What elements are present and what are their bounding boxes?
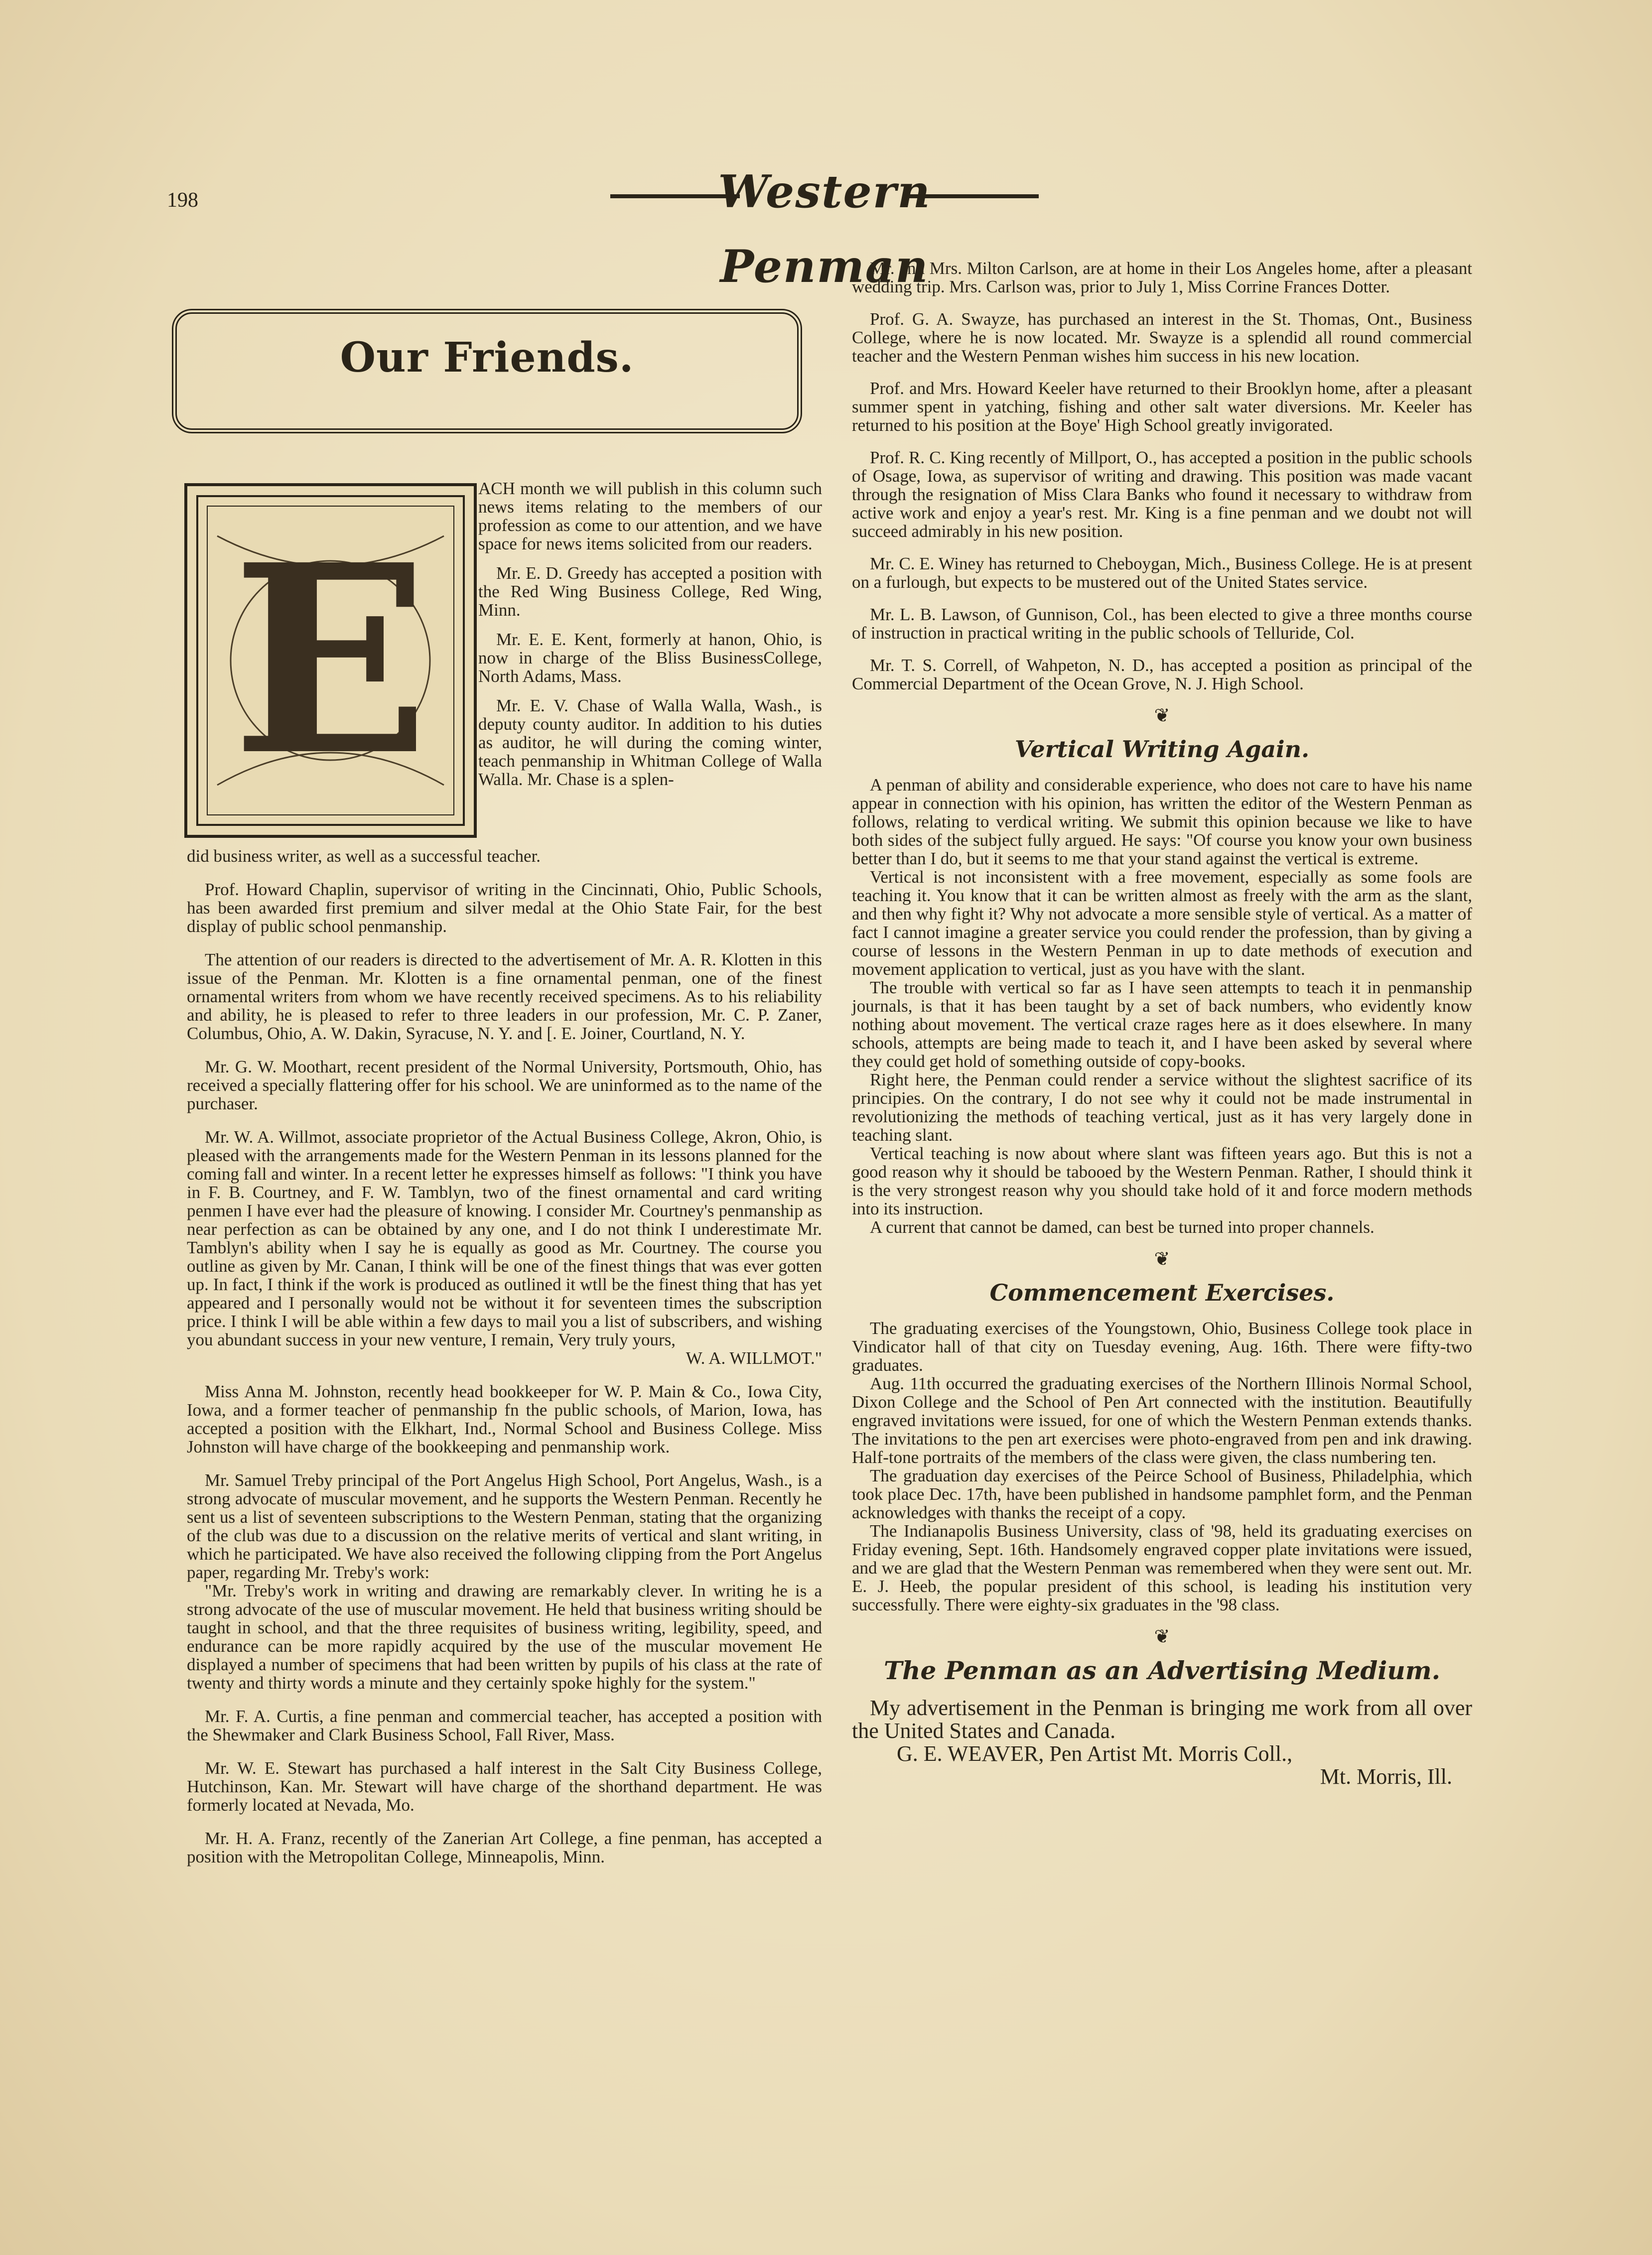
vertical-writing-heading: Vertical Writing Again. xyxy=(1014,736,1310,763)
page-number: 198 xyxy=(167,189,198,212)
letter-signature: W. A. WILLMOT." xyxy=(686,1348,822,1368)
ornamental-dropcap xyxy=(184,483,477,838)
dropcap-letter: E xyxy=(232,508,429,812)
news-item: Miss Anna M. Johnston, recently head bookkeeper for W. P. Main & Co., Iowa City, Iowa, and a former teacher of penmanship fn the public schools, of Marion, Iowa, has accepted a position with the Elkhart, Ind., Normal School and Business College. Miss Johnston will have charge of the bookkeeping and penmanship work. xyxy=(187,1382,822,1457)
article-paragraph: The trouble with vertical so far as I have seen attempts to teach it in penmanship journals, is that it has been taught by a set of back numbers, who evidently know nothing about movement. The vertical craze rages here as it does elsewhere. In many schools, attempts are being made to teach it, and I have been asked by several where they could get hold of something outside of copy-books. xyxy=(852,978,1472,1071)
article-paragraph: Vertical is not inconsistent with a free movement, especially as some fools are teaching it. You know that it can be written almost as freely with the arm as the slant, and then why fight it? Why not advocate a more sensible style of vertical. As a matter of fact I cannot imagine a greater service you could render the profession, than by giving a course of lessons in the Western Penman in up to date methods of execution and movement application to vertical, just as you have with the slant. xyxy=(852,867,1472,979)
news-item-quote: "Mr. Treby's work in writing and drawing are remarkably clever. In writing he is a strong advocate of the use of muscular movement. He held that business writing should be taught in school, and that the three requisites of business writing, legibility, speed, and endurance can be more rapidly acquired by the use of the muscular movement He displayed a number of specimens that had been written by pupils of his class at the rate of twenty and thirty words a minute and they certainly spoke highly for the system." xyxy=(187,1581,822,1693)
news-item: Mr. E. D. Greedy has accepted a position with the Red Wing Business College, Red Wing, Minn. xyxy=(478,563,822,620)
fleuron-icon: ❦ xyxy=(1154,1249,1170,1270)
fleuron-icon: ❦ xyxy=(1154,705,1170,726)
intro-paragraph: ACH month we will publish in this column such news items relating to the members of our profession as come to our attention, and we have space for news items solicited from our readers. xyxy=(478,479,822,553)
our-friends-title: Our Friends. xyxy=(340,334,634,382)
advertising-medium-heading: The Penman as an Advertising Medium. xyxy=(883,1656,1441,1685)
news-item: Mr. W. A. Willmot, associate proprietor of the Actual Business College, Akron, Ohio, is pleased with the arrangements made for the Western Penman in its lessons planned for the coming fall and winter. In a recent letter he expresses himself as follows: "I think you have in F. B. Courtney, and F. W. Tamblyn, two of the finest ornamental and card writing penmen I have ever had the pleasure of knowing. I consider Mr. Courtney's penmanship as near perfection as can be obtained by any one, and I do not think I underestimate Mr. Tamblyn's ability when I say he is equally as good as Mr. Courtney. The course you outline as given by Mr. Canan, I think will be one of the finest things that was ever gotten up. In fact, I think if the work is produced as outlined it wtll be the finest thing that has yet appeared and I personally would not be without it for seventeen times the subscription price. I think I will be able within a few days to mail you a list of subscribers, and wishing you abundant success in your new venture, I remain, Very truly yours, xyxy=(187,1127,822,1349)
news-item: Mr. Samuel Treby principal of the Port Angelus High School, Port Angelus, Wash., is a strong advocate of muscular movement, and he supports the Western Penman. Recently he sent us a list of seventeen subscriptions to the Western Penman, stating that the organizing of the club was due to a discussion on the relative merits of vertical and slant writing, in which he participated. We have also received the following clipping from the Port Angelus paper, regarding Mr. Treby's work: xyxy=(187,1470,822,1582)
commencement-heading: Commencement Exercises. xyxy=(989,1279,1335,1306)
left-column xyxy=(187,847,822,1881)
news-item: Mr. E. V. Chase of Walla Walla, Wash., is deputy county auditor. In addition to his duties as auditor, he will during the coming winter, teach penmanship in Whitman College of Walla Walla. Mr. Chase is a splen- xyxy=(478,696,822,789)
news-item: Prof. Howard Chaplin, supervisor of writing in the Cincinnati, Ohio, Public Schools, has been awarded first premium and silver medal at the Ohio State Fair, for the best display of public school penmanship. xyxy=(187,880,822,936)
article-paragraph: The graduation day exercises of the Peirce School of Business, Philadelphia, which took place Dec. 17th, have been published in handsome pamphlet form, and the Penman acknowledges with thanks the receipt of a copy. xyxy=(852,1466,1472,1522)
article-paragraph: The Indianapolis Business University, class of '98, held its graduating exercises on Friday evening, Sept. 16th. Handsomely engraved copper plate invitations were issued, and we are glad that the Western Penman was remembered when they were sent out. Mr. E. J. Heeb, the popular president of this school, is leading his institution very successfully. There were eighty-six graduates in the '98 class. xyxy=(852,1521,1472,1614)
article-paragraph: Vertical teaching is now about where slant was fifteen years ago. But this is not a good reason why it should be tabooed by the Western Penman. Rather, I should think it is the very strongest reason why you should take hold of it and force modern methods into its instruction. xyxy=(852,1144,1472,1218)
article-paragraph: The graduating exercises of the Youngstown, Ohio, Business College took place in Vindicator hall of that city on Tuesday evening, Aug. 16th. There were fifty-two graduates. xyxy=(852,1319,1472,1375)
left-column-wrapped-text xyxy=(478,479,822,799)
news-item: Mr. L. B. Lawson, of Gunnison, Col., has been elected to give a three months course of instruction in practical writing in the public schools of Telluride, Col. xyxy=(852,605,1472,643)
article-paragraph: A current that cannot be damed, can best be turned into proper channels. xyxy=(870,1217,1375,1237)
our-friends-banner xyxy=(172,309,802,433)
news-item: Prof. and Mrs. Howard Keeler have returned to their Brooklyn home, after a pleasant summer spent in yatching, fishing and other salt water diversions. Mr. Keeler has returned to his position at the Boye' High School greatly invigorated. xyxy=(852,379,1472,435)
article-paragraph: Aug. 11th occurred the graduating exercises of the Northern Illinois Normal School, Dixon College and the School of Pen Art connected with the institution. Beautifully engraved invitations were issued, for one of which the Western Penman extends thanks. The invitations to the pen art exercises were photo-engraved from pen and ink drawing. Half-tone portraits of the members of the class were given, the class numbering ten. xyxy=(852,1374,1472,1467)
advertisement-testimonial xyxy=(852,1697,1472,1788)
news-item: Mr. H. A. Franz, recently of the Zanerian Art College, a fine penman, has accepted a position with the Metropolitan College, Minneapolis, Minn. xyxy=(187,1829,822,1866)
news-item: Mr. E. E. Kent, formerly at hanon, Ohio, is now in charge of the Bliss BusinessCollege, North Adams, Mass. xyxy=(478,630,822,686)
news-item: Mr. G. W. Moothart, recent president of the Normal University, Portsmouth, Ohio, has received a specially flattering offer for his school. We are uninformed as to the name of the purchaser. xyxy=(187,1057,822,1113)
news-item: Mr. C. E. Winey has returned to Cheboygan, Mich., Business College. He is at present on a furlough, but expects to be mustered out of the United States service. xyxy=(852,554,1472,592)
news-item: The attention of our readers is directed to the advertisement of Mr. A. R. Klotten in this issue of the Penman. Mr. Klotten is a fine ornamental penman, one of the finest ornamental writers from whom we have recently received specimens. As to his reliability and ability, he is pleased to refer to three leaders in our profession, Mr. C. P. Zaner, Columbus, Ohio, A. W. Dakin, Syracuse, N. Y. and [. E. Joiner, Courtland, N. Y. xyxy=(187,950,822,1043)
masthead xyxy=(610,154,1039,293)
news-item-continued: did business writer, as well as a successful teacher. xyxy=(187,846,541,866)
news-item: Prof. G. A. Swayze, has purchased an interest in the St. Thomas, Ont., Business College, where he is now located. Mr. Swayze is a splendid all round commercial teacher and the Western Penman wishes him success in his new location. xyxy=(852,309,1472,366)
masthead-title: Western Penman xyxy=(718,165,931,293)
article-paragraph: Right here, the Penman could render a service without the slightest sacrifice of its principies. On the contrary, I do not see why it could not be made instrumental in revolutionizing the methods of teaching vertical, just as it has very largely done in teaching slant. xyxy=(852,1070,1472,1145)
ad-signature-line1: G. E. WEAVER, Pen Artist Mt. Morris Coll., xyxy=(897,1741,1293,1766)
ad-signature-line2: Mt. Morris, Ill. xyxy=(1320,1764,1452,1789)
fleuron-icon: ❦ xyxy=(1154,1626,1170,1647)
right-column xyxy=(852,259,1472,1802)
news-item: Mr. and Mrs. Milton Carlson, are at home in their Los Angeles home, after a pleasant wedding trip. Mrs. Carlson was, prior to July 1, Miss Corrine Frances Dotter. xyxy=(852,259,1472,296)
news-item: Mr. T. S. Correll, of Wahpeton, N. D., has accepted a position as principal of the Commercial Department of the Ocean Grove, N. J. High School. xyxy=(852,656,1472,693)
ad-text: My advertisement in the Penman is bringing me work from all over the United States and Canada. xyxy=(852,1696,1472,1743)
news-item: Prof. R. C. King recently of Millport, O., has accepted a position in the public schools of Osage, Iowa, as supervisor of writing and drawing. This position was made vacant through the resignation of Miss Clara Banks who found it necessary to withdraw from active work and enjoy a year's rest. Mr. King is a fine penman and we doubt not will succeed admirably in his new position. xyxy=(852,448,1472,541)
news-item: Mr. F. A. Curtis, a fine penman and commercial teacher, has accepted a position with the Shewmaker and Clark Business School, Fall River, Mass. xyxy=(187,1707,822,1744)
article-paragraph: A penman of ability and considerable experience, who does not care to have his name appear in connection with his opinion, has written the editor of the Western Penman as follows, relating to verdical writing. We submit this opinion because we like to have both sides of the subject fully argued. He says: "Of course you know your own business better than I do, but it seems to me that your stand against the vertical is extreme. xyxy=(852,775,1472,868)
news-item: Mr. W. E. Stewart has purchased a half interest in the Salt City Business College, Hutchinson, Kan. Mr. Stewart will have charge of the shorthand department. He was formerly located at Nevada, Mo. xyxy=(187,1758,822,1815)
